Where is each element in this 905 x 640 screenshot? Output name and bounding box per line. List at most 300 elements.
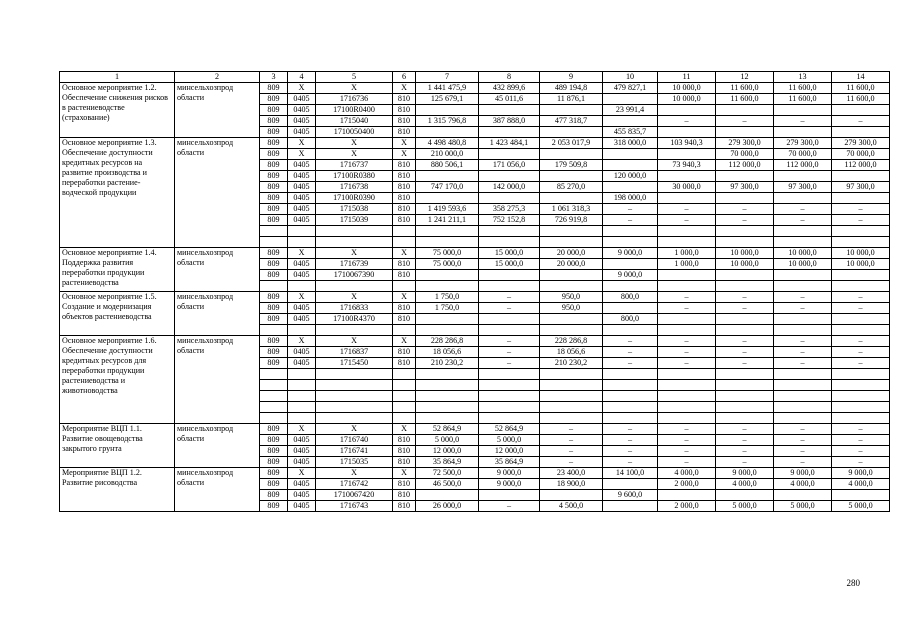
data-cell: – [716, 303, 774, 314]
data-cell: 809 [260, 138, 288, 149]
data-cell [716, 193, 774, 204]
data-cell: 1716741 [316, 446, 393, 457]
data-cell: – [658, 292, 716, 303]
data-cell: 198 000,0 [603, 193, 658, 204]
data-cell [774, 325, 832, 336]
data-cell: 14 100,0 [603, 468, 658, 479]
data-cell: 0405 [288, 215, 316, 226]
data-cell: 809 [260, 479, 288, 490]
data-cell [658, 490, 716, 501]
data-cell: 810 [393, 171, 416, 182]
data-cell: 210 000,0 [416, 149, 479, 160]
table-row [60, 468, 890, 479]
data-cell: 125 679,1 [416, 94, 479, 105]
data-cell [416, 171, 479, 182]
data-cell [416, 237, 479, 248]
data-cell [479, 380, 540, 391]
data-cell: 809 [260, 336, 288, 347]
data-cell [603, 479, 658, 490]
data-cell: Х [316, 336, 393, 347]
data-cell: Х [316, 424, 393, 435]
data-cell [716, 226, 774, 237]
data-cell [716, 402, 774, 413]
data-cell [832, 391, 890, 402]
data-cell: 726 919,8 [540, 215, 603, 226]
data-cell: 4 000,0 [716, 479, 774, 490]
data-cell [260, 281, 288, 292]
data-cell [260, 237, 288, 248]
data-cell [716, 391, 774, 402]
data-cell: – [479, 292, 540, 303]
data-cell: – [774, 424, 832, 435]
data-cell: 0405 [288, 490, 316, 501]
data-cell [716, 413, 774, 424]
data-cell [603, 413, 658, 424]
data-cell: 210 230,2 [416, 358, 479, 369]
data-cell [832, 193, 890, 204]
data-cell: 0405 [288, 94, 316, 105]
data-cell [479, 314, 540, 325]
data-cell: Х [288, 149, 316, 160]
data-cell [540, 193, 603, 204]
data-cell [288, 402, 316, 413]
data-cell [540, 270, 603, 281]
data-cell: 810 [393, 193, 416, 204]
data-cell [416, 380, 479, 391]
header-cell: 14 [832, 72, 890, 83]
executor-cell: минсельхозпрод области [175, 138, 260, 248]
data-cell: 18 056,6 [540, 347, 603, 358]
header-cell: 3 [260, 72, 288, 83]
data-cell [832, 325, 890, 336]
data-cell [774, 281, 832, 292]
data-cell: 97 300,0 [832, 182, 890, 193]
data-cell: 809 [260, 490, 288, 501]
data-cell: 103 940,3 [658, 138, 716, 149]
data-cell: 809 [260, 171, 288, 182]
data-cell [393, 402, 416, 413]
data-cell: 810 [393, 358, 416, 369]
data-cell: 1715038 [316, 204, 393, 215]
data-cell: – [832, 303, 890, 314]
data-cell: 0405 [288, 193, 316, 204]
data-cell: 9 000,0 [479, 468, 540, 479]
data-cell: 35 864,9 [479, 457, 540, 468]
data-cell: 279 300,0 [832, 138, 890, 149]
data-cell [832, 402, 890, 413]
data-cell [479, 270, 540, 281]
data-cell: – [774, 292, 832, 303]
data-cell: 810 [393, 259, 416, 270]
data-cell: 97 300,0 [716, 182, 774, 193]
data-cell [774, 171, 832, 182]
data-cell: 1710067390 [316, 270, 393, 281]
data-cell: 11 600,0 [774, 94, 832, 105]
data-cell [774, 127, 832, 138]
data-cell [832, 314, 890, 325]
data-cell: 0405 [288, 358, 316, 369]
table-row [60, 138, 890, 149]
activity-name-cell: Основное мероприятие 1.4. Поддержка развития переработки продукции растениеводства [60, 248, 175, 292]
data-cell [540, 281, 603, 292]
data-cell: 800,0 [603, 292, 658, 303]
executor-cell: минсельхозпрод области [175, 292, 260, 336]
data-cell [479, 402, 540, 413]
data-cell: 15 000,0 [479, 259, 540, 270]
data-cell [658, 226, 716, 237]
data-cell: 1710050400 [316, 127, 393, 138]
data-cell: Х [288, 292, 316, 303]
data-cell [716, 281, 774, 292]
data-cell: – [479, 501, 540, 512]
data-cell: – [774, 347, 832, 358]
data-cell [416, 314, 479, 325]
data-cell: 120 000,0 [603, 171, 658, 182]
data-cell: – [479, 347, 540, 358]
data-cell [716, 105, 774, 116]
data-cell [658, 237, 716, 248]
data-cell: 1715039 [316, 215, 393, 226]
data-cell [260, 402, 288, 413]
data-cell: 1716737 [316, 160, 393, 171]
data-cell: 810 [393, 479, 416, 490]
data-cell: – [774, 435, 832, 446]
data-cell: Х [288, 138, 316, 149]
data-cell: Х [393, 248, 416, 259]
data-cell: – [774, 116, 832, 127]
data-cell [658, 193, 716, 204]
data-cell: 10 000,0 [658, 83, 716, 94]
data-cell: 1 061 318,3 [540, 204, 603, 215]
data-cell: 179 509,8 [540, 160, 603, 171]
data-cell: – [540, 435, 603, 446]
data-cell: 75 000,0 [416, 259, 479, 270]
data-cell: 171 056,0 [479, 160, 540, 171]
data-cell [658, 402, 716, 413]
data-cell: – [658, 303, 716, 314]
data-cell [316, 380, 393, 391]
data-cell: 279 300,0 [716, 138, 774, 149]
data-cell: 1715035 [316, 457, 393, 468]
data-cell: – [658, 215, 716, 226]
data-cell: 112 000,0 [832, 160, 890, 171]
data-cell [540, 380, 603, 391]
table-row [60, 424, 890, 435]
data-cell [540, 490, 603, 501]
data-cell: – [716, 204, 774, 215]
data-cell: – [774, 204, 832, 215]
data-cell: 45 011,6 [479, 94, 540, 105]
data-cell [716, 380, 774, 391]
data-cell [716, 314, 774, 325]
data-cell: 810 [393, 270, 416, 281]
data-cell [716, 270, 774, 281]
header-cell: 9 [540, 72, 603, 83]
header-cell: 7 [416, 72, 479, 83]
data-cell: 880 506,1 [416, 160, 479, 171]
budget-table [59, 71, 890, 512]
activity-name-cell: Мероприятие ВЦП 1.1. Развитие овощеводства закрытого грунта [60, 424, 175, 468]
data-cell: 1 241 211,1 [416, 215, 479, 226]
data-cell [658, 105, 716, 116]
data-cell [479, 391, 540, 402]
data-cell: 1716742 [316, 479, 393, 490]
data-cell: 747 170,0 [416, 182, 479, 193]
data-cell [832, 226, 890, 237]
data-cell: 35 864,9 [416, 457, 479, 468]
data-cell: – [716, 435, 774, 446]
data-cell: 358 275,3 [479, 204, 540, 215]
executor-cell: минсельхозпрод области [175, 248, 260, 292]
data-cell [832, 380, 890, 391]
data-cell: 1716739 [316, 259, 393, 270]
data-cell: 809 [260, 193, 288, 204]
data-cell [832, 270, 890, 281]
data-cell [416, 402, 479, 413]
data-cell: – [540, 457, 603, 468]
data-cell [393, 391, 416, 402]
data-cell: 46 500,0 [416, 479, 479, 490]
data-cell: – [716, 292, 774, 303]
executor-cell: минсельхозпрод области [175, 468, 260, 512]
data-cell [658, 314, 716, 325]
header-row [60, 72, 890, 83]
table-row [60, 248, 890, 259]
header-cell: 11 [658, 72, 716, 83]
data-cell [540, 413, 603, 424]
data-cell: 809 [260, 468, 288, 479]
data-cell: Х [316, 468, 393, 479]
data-cell [832, 171, 890, 182]
data-cell [316, 226, 393, 237]
data-cell: 810 [393, 204, 416, 215]
header-cell: 2 [175, 72, 260, 83]
data-cell: 0405 [288, 435, 316, 446]
data-cell [540, 226, 603, 237]
data-cell: 9 000,0 [603, 270, 658, 281]
data-cell: 11 876,1 [540, 94, 603, 105]
data-cell [603, 149, 658, 160]
data-cell: Х [393, 83, 416, 94]
data-cell [716, 237, 774, 248]
data-cell: 72 500,0 [416, 468, 479, 479]
data-cell [479, 237, 540, 248]
data-cell: 9 000,0 [774, 468, 832, 479]
data-cell [479, 413, 540, 424]
data-cell [774, 413, 832, 424]
data-cell [658, 380, 716, 391]
data-cell: 950,0 [540, 303, 603, 314]
data-cell [658, 413, 716, 424]
data-cell [603, 237, 658, 248]
data-cell: 70 000,0 [716, 149, 774, 160]
data-cell [260, 380, 288, 391]
data-cell: 75 000,0 [416, 248, 479, 259]
data-cell [774, 490, 832, 501]
data-cell: 477 318,7 [540, 116, 603, 127]
data-cell: Х [288, 336, 316, 347]
data-cell: 5 000,0 [774, 501, 832, 512]
data-cell [416, 105, 479, 116]
data-cell: – [832, 347, 890, 358]
data-cell [832, 369, 890, 380]
data-cell: – [540, 424, 603, 435]
data-cell: 809 [260, 94, 288, 105]
data-cell: 1 315 796,8 [416, 116, 479, 127]
data-cell: 17100R0380 [316, 171, 393, 182]
data-cell: – [658, 446, 716, 457]
data-cell: – [658, 457, 716, 468]
data-cell: – [774, 457, 832, 468]
data-cell: 318 000,0 [603, 138, 658, 149]
data-cell: 1710067420 [316, 490, 393, 501]
data-cell: – [540, 446, 603, 457]
data-cell: 9 600,0 [603, 490, 658, 501]
data-cell: 1 750,0 [416, 303, 479, 314]
data-cell: 73 940,3 [658, 160, 716, 171]
data-cell: 4 000,0 [658, 468, 716, 479]
activity-name-cell: Основное мероприятие 1.3. Обеспечение доступности кредитных ресурсов на развитие производства и переработки растение-водческой продукции [60, 138, 175, 248]
data-cell [416, 193, 479, 204]
data-cell: 2 000,0 [658, 501, 716, 512]
data-cell: 809 [260, 83, 288, 94]
data-cell [393, 226, 416, 237]
data-cell: 9 000,0 [479, 479, 540, 490]
data-cell [603, 182, 658, 193]
data-cell: Х [288, 83, 316, 94]
data-cell: 1716736 [316, 94, 393, 105]
data-cell [393, 369, 416, 380]
data-cell: 810 [393, 435, 416, 446]
data-cell [393, 281, 416, 292]
data-cell [774, 380, 832, 391]
data-cell: 1 000,0 [658, 248, 716, 259]
data-cell: 5 000,0 [716, 501, 774, 512]
data-cell: 17100R0390 [316, 193, 393, 204]
data-cell [603, 402, 658, 413]
data-cell: 10 000,0 [832, 259, 890, 270]
data-cell [774, 391, 832, 402]
executor-cell: минсельхозпрод области [175, 83, 260, 138]
data-cell: – [774, 336, 832, 347]
data-cell: – [479, 358, 540, 369]
data-cell: 0405 [288, 303, 316, 314]
data-cell: 809 [260, 149, 288, 160]
data-cell: – [603, 215, 658, 226]
data-cell [774, 226, 832, 237]
data-cell: 810 [393, 490, 416, 501]
data-cell: – [832, 292, 890, 303]
data-cell: 20 000,0 [540, 259, 603, 270]
data-cell: 112 000,0 [716, 160, 774, 171]
data-cell: – [774, 446, 832, 457]
data-cell: 809 [260, 160, 288, 171]
data-cell: 10 000,0 [658, 94, 716, 105]
data-cell [416, 490, 479, 501]
data-cell [716, 490, 774, 501]
data-cell: – [603, 358, 658, 369]
data-cell: 0405 [288, 160, 316, 171]
data-cell: 210 230,2 [540, 358, 603, 369]
data-cell [540, 369, 603, 380]
data-cell: 479 827,1 [603, 83, 658, 94]
data-cell: 9 000,0 [832, 468, 890, 479]
page-number: 280 [846, 578, 860, 588]
data-cell: 10 000,0 [774, 248, 832, 259]
data-cell [658, 391, 716, 402]
data-cell: 809 [260, 358, 288, 369]
data-cell: 17100R4370 [316, 314, 393, 325]
data-cell [658, 369, 716, 380]
data-cell: 810 [393, 446, 416, 457]
data-cell: 4 498 480,8 [416, 138, 479, 149]
data-cell: 810 [393, 160, 416, 171]
data-cell: 5 000,0 [832, 501, 890, 512]
data-cell [832, 127, 890, 138]
data-cell: – [479, 336, 540, 347]
data-cell [288, 226, 316, 237]
data-cell: – [832, 336, 890, 347]
data-cell [416, 270, 479, 281]
data-cell: – [716, 358, 774, 369]
data-cell: 809 [260, 314, 288, 325]
data-cell: 0405 [288, 182, 316, 193]
data-cell: 1716738 [316, 182, 393, 193]
data-cell: 15 000,0 [479, 248, 540, 259]
data-cell [540, 325, 603, 336]
data-cell [479, 281, 540, 292]
data-cell [603, 94, 658, 105]
data-cell [316, 325, 393, 336]
data-cell [260, 369, 288, 380]
data-cell [416, 127, 479, 138]
data-cell: – [774, 303, 832, 314]
data-cell [774, 193, 832, 204]
data-cell: Х [316, 292, 393, 303]
data-cell [316, 281, 393, 292]
data-cell [260, 413, 288, 424]
data-cell: 4 000,0 [832, 479, 890, 490]
data-cell [316, 391, 393, 402]
data-cell: – [658, 435, 716, 446]
data-cell: – [658, 424, 716, 435]
data-cell: 0405 [288, 127, 316, 138]
data-cell: Х [393, 149, 416, 160]
data-cell: 9 000,0 [716, 468, 774, 479]
header-cell: 12 [716, 72, 774, 83]
data-cell: Х [288, 248, 316, 259]
data-cell [288, 237, 316, 248]
data-cell: 0405 [288, 479, 316, 490]
data-cell [288, 325, 316, 336]
data-cell: 10 000,0 [774, 259, 832, 270]
data-cell [479, 127, 540, 138]
data-cell [416, 369, 479, 380]
data-cell: 52 864,9 [479, 424, 540, 435]
data-cell: – [603, 457, 658, 468]
data-cell [260, 391, 288, 402]
data-cell: 950,0 [540, 292, 603, 303]
data-cell: – [832, 204, 890, 215]
header-cell: 1 [60, 72, 175, 83]
data-cell: 810 [393, 303, 416, 314]
data-cell: – [716, 116, 774, 127]
data-cell [393, 380, 416, 391]
data-cell: 0405 [288, 270, 316, 281]
data-cell [479, 105, 540, 116]
data-cell: 752 152,8 [479, 215, 540, 226]
data-cell [832, 105, 890, 116]
